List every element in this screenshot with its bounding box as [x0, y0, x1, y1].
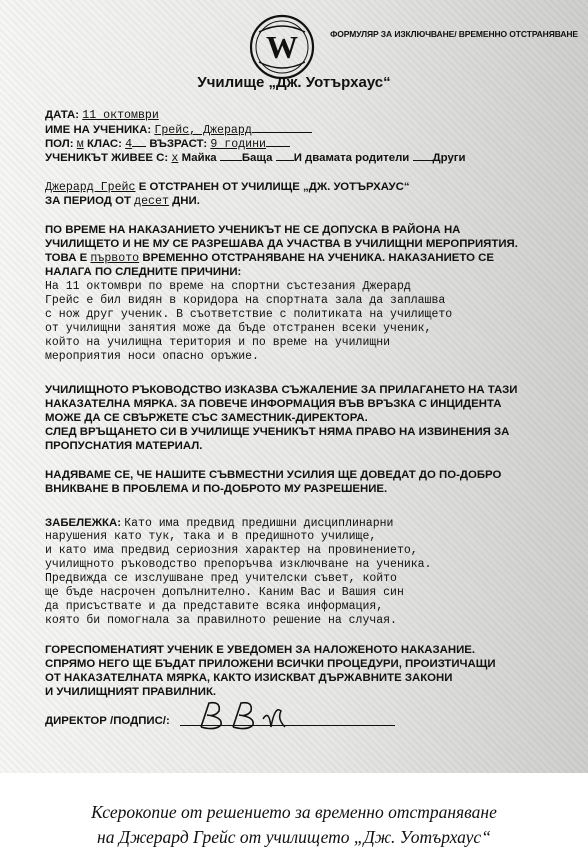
days-label: ДНИ.	[172, 195, 200, 207]
director-label: ДИРЕКТОР /ПОДПИС/:	[45, 715, 170, 727]
rules-line-4: НАЛАГА ПО СЛЕДНИТЕ ПРИЧИНИ:	[45, 266, 242, 278]
opt-father: Баща	[241, 152, 273, 164]
note-line-8: която би помогнала за правилното решение на случая.	[45, 614, 397, 627]
suspension-text: Е ОТСТРАНЕН ОТ УЧИЛИЩЕ „ДЖ. УОТЪРХАУС“	[138, 181, 410, 193]
rules-line-1: ПО ВРЕМЕ НА НАКАЗАНИЕТО УЧЕНИКЪТ НЕ СЕ ДОПУСКА В РАЙОНА НА	[45, 224, 461, 236]
father-blank	[220, 150, 242, 161]
lives-mark: х	[171, 152, 179, 165]
note-line-5: Предвижда се изслушване пред учителски съвет, който	[45, 572, 397, 585]
period-row	[45, 194, 200, 209]
lives-label: УЧЕНИКЪТ ЖИВЕЕ С:	[45, 152, 169, 164]
notice-line-4: И УЧИЛИЩНИЯТ ПРАВИЛНИК.	[45, 686, 217, 698]
note-line-6: ще бъде насрочен допълнително. Каним Вас и Вашия син	[45, 586, 404, 599]
opt-both: И двамата родители	[293, 152, 410, 164]
date-value: 11 октомври	[82, 109, 159, 122]
class-value: 4	[125, 138, 133, 151]
rules-line-3	[45, 251, 494, 266]
regret-line-1: УЧИЛИЩНОТО РЪКОВОДСТВО ИЗКАЗВА СЪЖАЛЕНИЕ ЗА ПРИЛАГАНЕТО НА ТАЗИ	[45, 384, 518, 396]
notice-line-3: ОТ НАКАЗАТЕЛНАТА МЯРКА, КАКТО ИЗИСКВАТ ДЪРЖАВНИТЕ ЗАКОНИ	[45, 672, 453, 684]
note-line-1	[45, 516, 393, 531]
regret-line-2: НАКАЗАТЕЛНА МЯРКА. ЗА ПОВЕЧЕ ИНФОРМАЦИЯ ВЪВ ВРЪЗКА С ИНЦИДЕНТА	[45, 398, 502, 410]
sex-value: м	[76, 138, 84, 151]
opt-other: Други	[432, 152, 466, 164]
note-line-4: училищното ръководство препоръчва изключване на ученика.	[45, 558, 432, 571]
age-underline	[266, 136, 290, 147]
both-blank	[276, 150, 294, 161]
student-label: ИМЕ НА УЧЕНИКА:	[45, 124, 152, 136]
rules-line-3a: ТОВА Е	[45, 252, 88, 264]
offense-number: първото	[90, 252, 140, 265]
age-label: ВЪЗРАСТ:	[149, 138, 208, 150]
class-underline	[132, 136, 146, 147]
school-name: Училище „Дж. Уотърхаус“	[197, 74, 391, 91]
note-text-1: Като има предвид предишни дисциплинарни	[124, 517, 394, 530]
class-label: КЛАС:	[87, 138, 122, 150]
note-line-7: да присъствате и да представите всяка информация,	[45, 600, 384, 613]
age-value: 9 години	[210, 138, 267, 151]
form-title: ФОРМУЛЯР ЗА ИЗКЛЮЧВАНЕ/ ВРЕМЕННО ОТСТРАНЯВАНЕ	[330, 29, 578, 39]
reason-line-6: мероприятия носи опасно оръжие.	[45, 350, 259, 363]
period-value: десет	[134, 195, 169, 208]
student-underline	[252, 122, 312, 133]
director-signature	[195, 697, 295, 733]
date-label: ДАТА:	[45, 109, 80, 121]
rules-line-2: УЧИЛИЩЕТО И НЕ МУ СЕ РАЗРЕШАВА ДА УЧАСТВА В УЧИЛИЩНИ МЕРОПРИЯТИЯ.	[45, 238, 518, 250]
student-value: Грейс, Джерард	[154, 124, 252, 137]
regret-line-5: ПРОПУСНАТИЯ МАТЕРИАЛ.	[45, 440, 203, 452]
notice-line-2: СПРЯМО НЕГО ЩЕ БЪДАТ ПРИЛОЖЕНИ ВСИЧКИ ПРОЦЕДУРИ, ПРОИЗТИЧАЩИ	[45, 658, 496, 670]
period-label: ЗА ПЕРИОД ОТ	[45, 195, 131, 207]
hope-line-2: ВНИКВАНЕ В ПРОБЛЕМА И ПО-ДОБРОТО МУ РАЗРЕШЕНИЕ.	[45, 483, 388, 495]
opt-mother: Майка	[181, 152, 217, 164]
reason-line-4: от училищни занятия може да бъде отстранен всеки ученик,	[45, 322, 432, 335]
reason-line-2: Грейс е бил видян в коридора на спортната зала да заплашва	[45, 294, 446, 307]
lives-with-row	[45, 150, 466, 166]
caption-line-2: на Джерард Грейс от училището „Дж. Уотърхаус“	[97, 827, 491, 847]
suspended-student-name: Джерард Грейс	[45, 181, 136, 194]
date-row	[45, 108, 159, 123]
regret-line-4: СЛЕД ВРЪЩАНЕТО СИ В УЧИЛИЩЕ УЧЕНИКЪТ НЯМА ПРАВО НА ИЗВИНЕНИЯ ЗА	[45, 426, 510, 438]
sex-label: ПОЛ:	[45, 138, 74, 150]
note-line-2: нарушения като тук, така и в предишното училище,	[45, 530, 377, 543]
note-label: ЗАБЕЛЕЖКА:	[45, 517, 122, 529]
other-blank	[413, 150, 433, 161]
rules-line-3c: ВРЕМЕННО ОТСТРАНЯВАНЕ НА УЧЕНИКА. НАКАЗАНИЕТО СЕ	[142, 252, 494, 264]
school-crest-logo-icon	[249, 14, 315, 80]
logo-letter: W	[266, 29, 298, 65]
regret-line-3: МОЖЕ ДА СЕ СВЪРЖЕТЕ СЪС ЗАМЕСТНИК-ДИРЕКТОРА.	[45, 412, 368, 424]
reason-line-1: На 11 октомври по време на спортни състезания Джерард	[45, 280, 411, 293]
reason-line-5: който на училищна територия и по време на училищни	[45, 336, 391, 349]
suspension-row	[45, 180, 410, 195]
hope-line-1: НАДЯВАМЕ СЕ, ЧЕ НАШИТЕ СЪВМЕСТНИ УСИЛИЯ ЩЕ ДОВЕДАТ ДО ПО-ДОБРО	[45, 469, 502, 481]
caption-line-1: Ксерокопие от решението за временно отстраняване	[91, 802, 497, 822]
note-line-3: и като има предвид сериозния характер на провинението,	[45, 544, 418, 557]
reason-line-3: с нож друг ученик. В съответствие с политиката на училището	[45, 308, 453, 321]
notice-line-1: ГОРЕСПОМЕНАТИЯТ УЧЕНИК Е УВЕДОМЕН ЗА НАЛОЖЕНОТО НАКАЗАНИЕ.	[45, 644, 476, 656]
